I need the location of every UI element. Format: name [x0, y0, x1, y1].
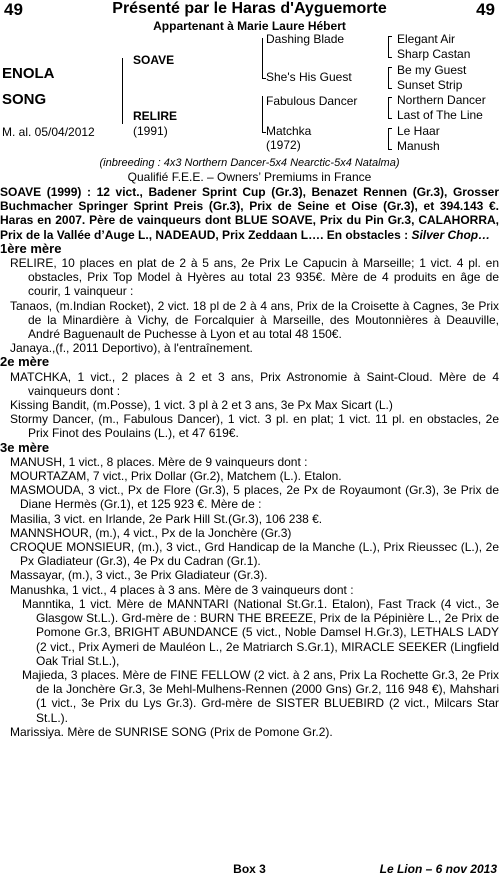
bracket-gen2-bottom [262, 96, 263, 132]
bracket-gen3-4-tick-bottom [388, 149, 392, 150]
produce-massayar: Massayar, (m.), 3 vict., 3e Prix Gladiateur (Gr.3). [10, 568, 268, 583]
bracket-gen3-3-tick-bottom [388, 118, 392, 119]
lot-number-right: 49 [476, 0, 495, 19]
ancestor-7: Le Haar [397, 124, 440, 138]
dam-year: (1991) [133, 124, 168, 138]
produce-masilia: Masilia, 3 vict. en Irlande, 2e Park Hill St.(Gr.3), 106 238 €. [10, 511, 323, 526]
dam-sire: Fabulous Dancer [266, 94, 358, 108]
bracket-gen3-1-tick-bottom [388, 57, 392, 58]
produce-masmouda: MASMOUDA, 3 vict., Px de Flore (Gr.3), 5 places, 2e Px de Royaumont (Gr.3), 3e Prix de Diane Hermès (Gr.1), et 125 923 €. Mère de : [10, 483, 499, 512]
bracket-gen3-2-tick-bottom [388, 88, 392, 89]
horse-info: M. al. 05/04/2012 [2, 125, 95, 139]
ancestor-8: Manush [397, 139, 440, 153]
section-second-dam: 2e mère [0, 354, 50, 370]
produce-marissiya: Marissiya. Mère de SUNRISE SONG (Prix de Pomone Gr.2). [10, 724, 333, 739]
third-dam-record: MANUSH, 1 vict., 8 places. Mère de 9 vainqueurs dont : [10, 454, 308, 469]
produce-croque-monsieur: CROQUE MONSIEUR, (m.), 3 vict., Grd Handicap de la Manche (L.), Prix Rieussec (L.), 2e Px Gladiateur (Gr.3), 4e Px du Cadran (Gr.1). [10, 540, 499, 569]
produce-manntika: Manntika, 1 vict. Mère de MANNTARI (National St.Gr.1. Etalon), Fast Track (4 vict., 3e Glasgow St.L.). Grd-mère de : BURN THE BREEZE, Prix de la Pépinière L., 2e Prix de Pomone Gr.3, BRIGHT ABUNDANCE (5 vict., Noble Damsel H.Gr.3), LETHALS LADY (2 vict., Prix Aymeri de Mauléon L., 2e Matriarch S.Gr.1), MIRACLE SEEKER (Lingfield Oak Trial St.L.), [22, 596, 499, 668]
bracket-gen3-4 [388, 128, 389, 149]
sire-sire: Dashing Blade [266, 32, 345, 46]
second-dam-record: MATCHKA, 1 vict., 2 places à 2 et 3 ans, Prix Astronomie à Saint-Cloud. Mère de 4 vainqueurs dont : [10, 369, 499, 398]
produce-kissing-bandit: Kissing Bandit, (m.Posse), 1 vict. 3 pl à 2 et 3 ans, 3e Px Max Sicart (L.) [10, 398, 393, 413]
produce-manushka: Manushka, 1 vict., 4 places à 3 ans. Mère de 3 vainqueurs dont : [10, 582, 354, 597]
ancestor-2: Sharp Castan [397, 47, 471, 61]
inbreeding-note: (inbreeding : 4x3 Northern Dancer-5x4 Nearctic-5x4 Natalma) [99, 157, 400, 169]
qualification-line: Qualifié F.E.E. – Owners’ Premiums in France [127, 170, 372, 184]
bracket-gen3-1 [388, 36, 389, 57]
produce-mannshour: MANNSHOUR, (m.), 4 vict., Px de la Jonchère (Gr.3) [10, 525, 292, 540]
bracket-gen3-1-tick-top [388, 36, 392, 37]
ancestor-4: Sunset Strip [397, 78, 463, 92]
owner-subtitle: Appartenant à Marie Laure Hébert [153, 19, 346, 33]
produce-stormy-dancer: Stormy Dancer, (m., Fabulous Dancer), 1 vict. 3 pl. en plat; 1 vict. 11 pl. en obstacles, 2e Prix Finot des Poulains (L.), et 47 619€. [10, 412, 499, 441]
sale-source: Le Lion – 6 nov 2013 [379, 862, 497, 876]
sire-record: SOAVE (1999) : 12 vict., Badener Sprint Cup (Gr.3), Benazet Rennen (Gr.3), Grosser Buchmacher Springer Sprint Preis (Gr.3), Prix de Seine et Oise (Gr.3), et 394.143 €. Haras en 2007. Père de vainqueurs dont BLUE SOAVE, Prix du Pin Gr.3, CALAHORRA, Prix de la Vallée d’Auge L., NADEAUD, Prix Zeddaan L…. En obstacles : Silver Chop… [0, 185, 499, 242]
produce-majieda: Majieda, 3 places. Mère de FINE FELLOW (2 vict. à 2 ans, Prix La Rochette Gr.3, 2e Prix de la Jonchère Gr.3, 3e Mehl-Mulhens-Rennen (2000 Gns) Gr.2, 116 948 €), Mahshari (1 vict., 3e Prix du Lys Gr.3). Grd-mère de SISTER BLUEBIRD (2 vict., Milcars Star St.L.). [22, 667, 499, 725]
dam-name: RELIRE [133, 109, 178, 123]
dam-dam: Matchka [266, 124, 312, 138]
page-title: Présenté par le Haras d'Ayguemorte [112, 0, 387, 17]
sire-name: SOAVE [133, 53, 175, 67]
bracket-gen2-top [262, 38, 263, 78]
horse-name-line1: ENOLA [2, 65, 55, 82]
sire-record-italic: Silver Chop… [411, 227, 491, 242]
section-third-dam: 3e mère [0, 439, 50, 455]
ancestor-5: Northern Dancer [397, 93, 486, 107]
horse-name-line2: SONG [2, 91, 47, 108]
ancestor-6: Last of The Line [397, 108, 483, 122]
produce-mourtazam: MOURTAZAM, 7 vict., Prix Dollar (Gr.2), Matchem (L.). Etalon. [10, 469, 342, 484]
bracket-gen3-3-tick-top [388, 97, 392, 98]
sire-dam: She's His Guest [266, 70, 352, 84]
ancestor-3: Be my Guest [397, 63, 467, 77]
dam-dam-year: (1972) [266, 138, 301, 152]
bracket-gen3-2 [388, 67, 389, 88]
produce-janaya: Janaya.,(f., 2011 Deportivo), à l'entraînement. [10, 341, 253, 356]
bracket-gen3-4-tick-top [388, 128, 392, 129]
bracket-gen3-2-tick-top [388, 67, 392, 68]
lot-number-left: 49 [4, 0, 23, 19]
bracket-gen1 [122, 58, 123, 124]
dam-record: RELIRE, 10 places en plat de 2 à 5 ans, 2e Prix Le Capucin à Marseille; 1 vict. 4 pl. en obstacles, Prix Top Model à Hyères au total 23 935€. Mère de 4 produits en âge de courir, 1 vainqueur : [10, 256, 499, 299]
bracket-gen3-3 [388, 97, 389, 118]
box-number: Box 3 [233, 862, 266, 876]
catalogue-text [0, 185, 499, 739]
section-first-dam: 1ère mère [0, 240, 62, 256]
ancestor-1: Elegant Air [397, 32, 456, 46]
produce-tanaos: Tanaos, (m.Indian Rocket), 2 vict. 18 pl de 2 à 4 ans, Prix de la Croisette à Cagnes, 3e Prix de la Minardière à Vichy, de Forcalquier à Marseille, des Moutonnières à Deauville, André Baguenault de Puchesse à Lyon et au total 48 150€. [10, 298, 499, 342]
